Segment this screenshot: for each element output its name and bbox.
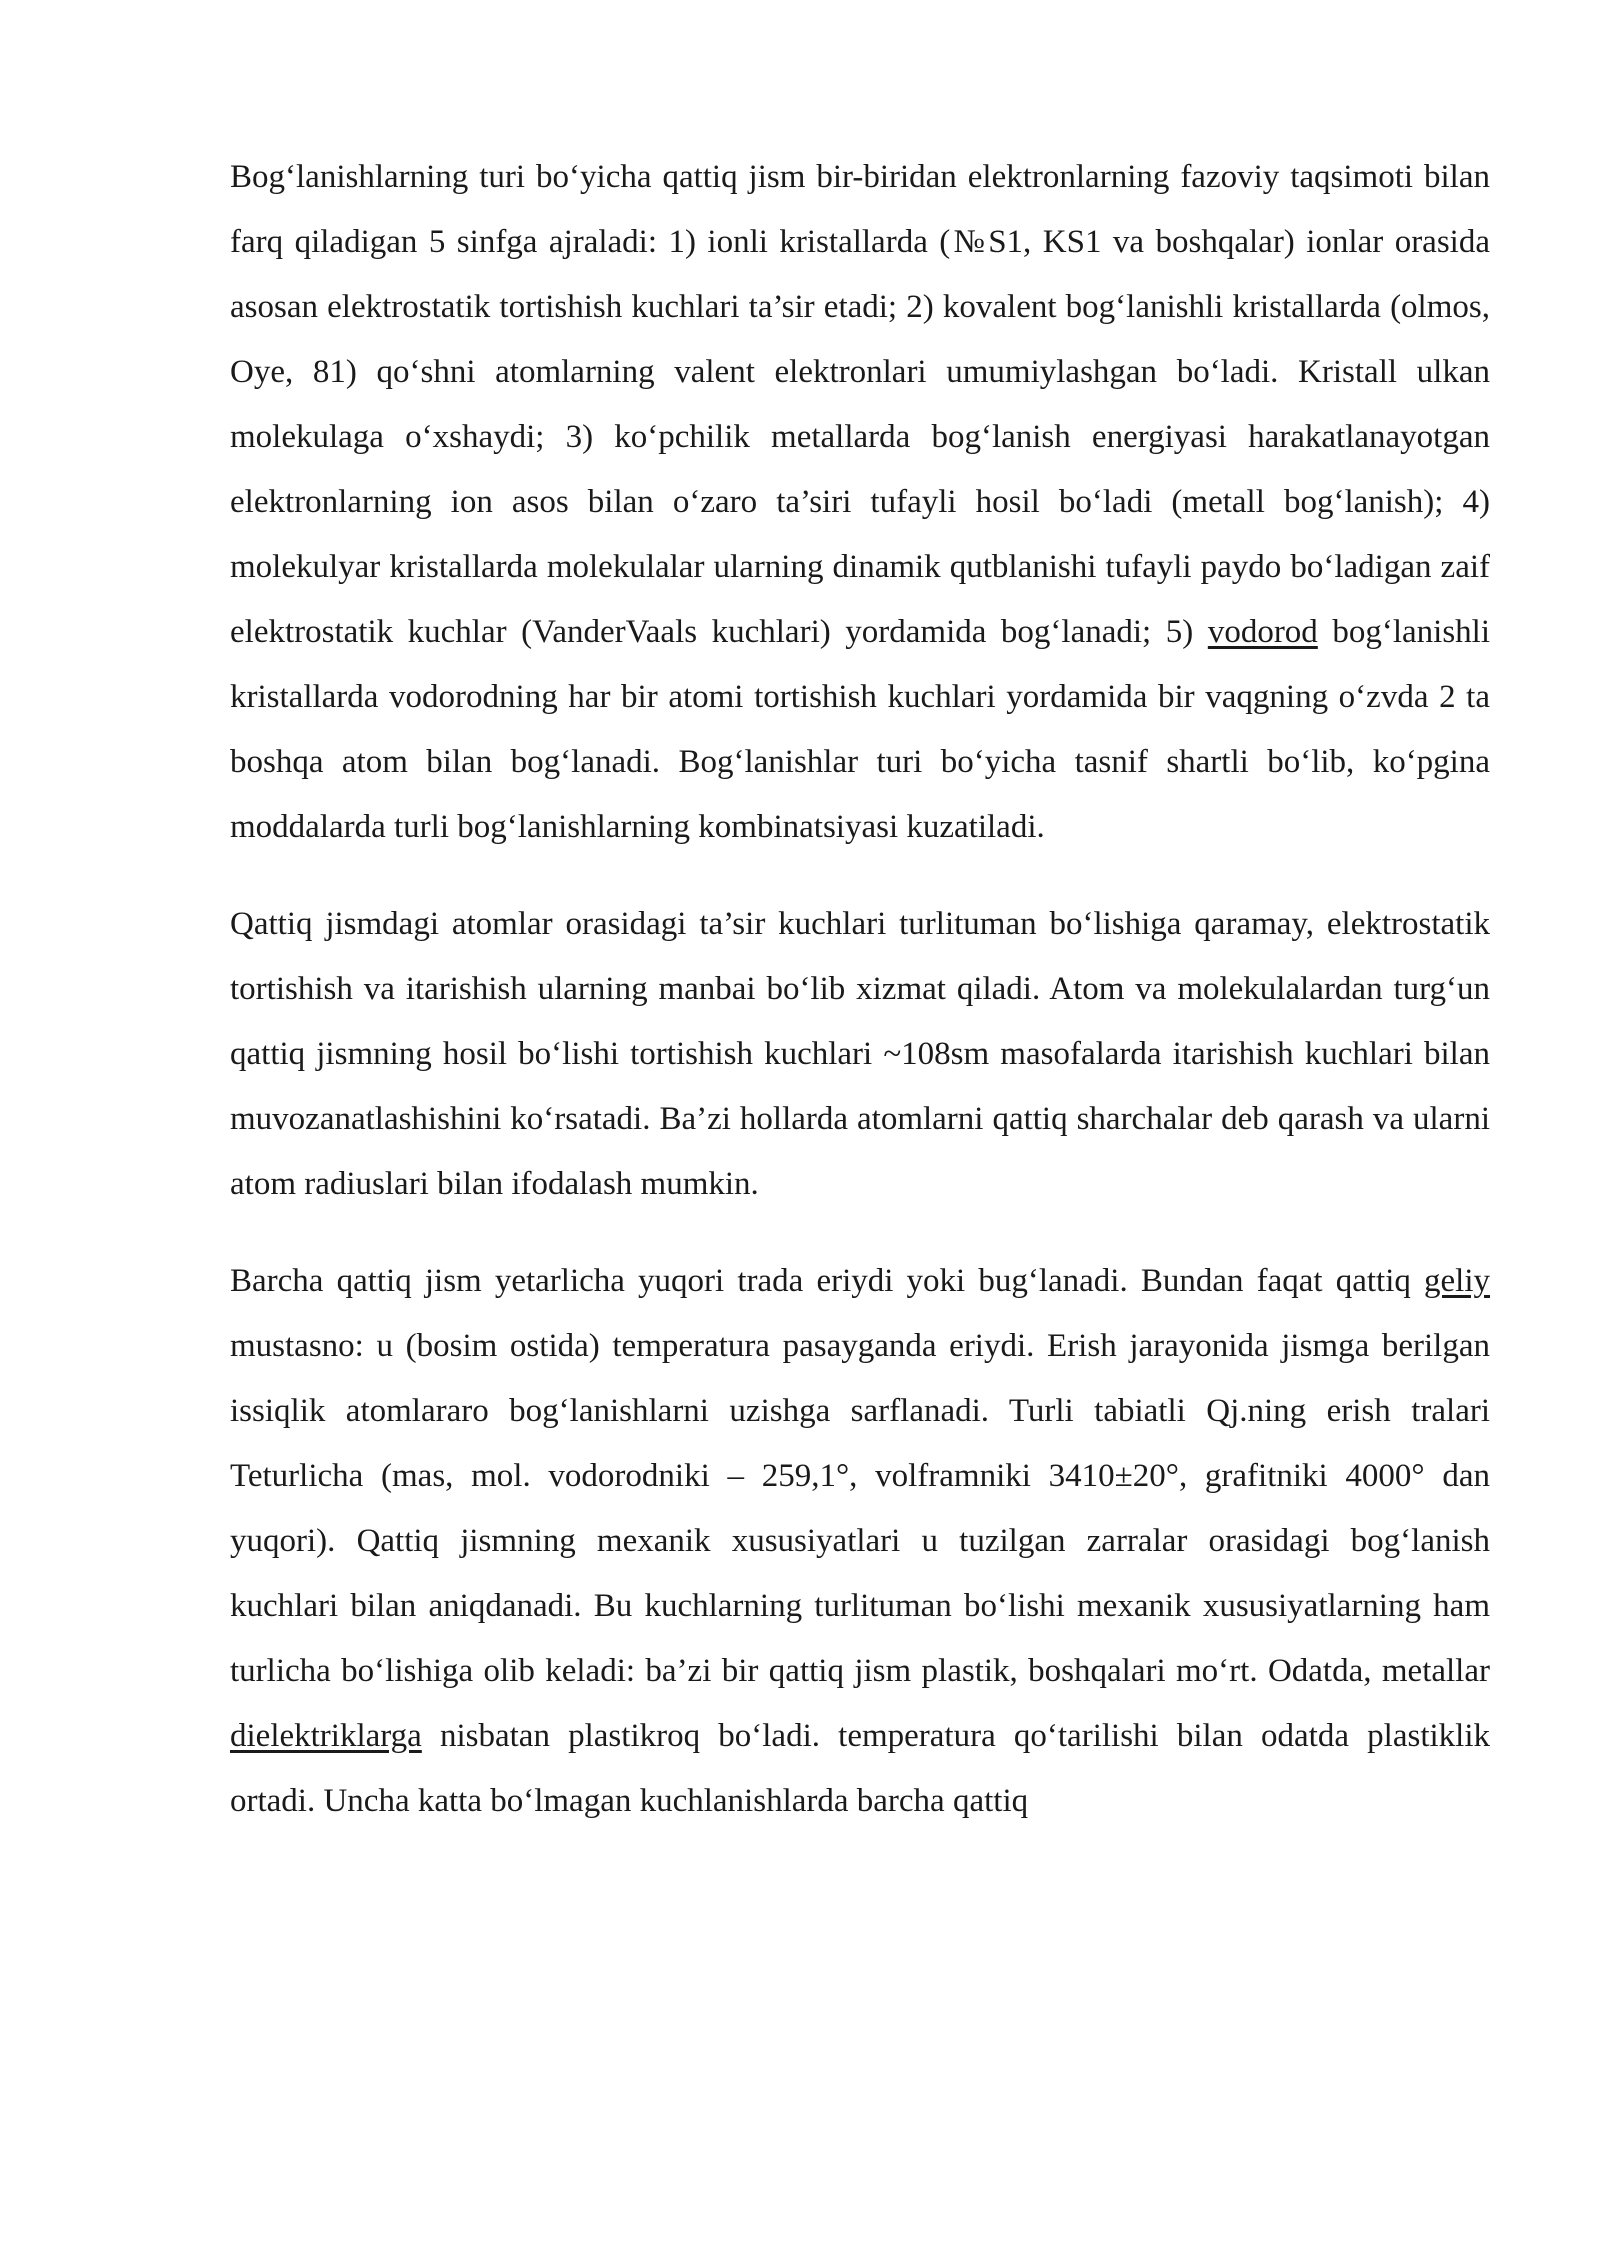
paragraph-bonding-types <box>230 145 1490 860</box>
link-vodorod[interactable]: vodorod <box>1207 614 1318 650</box>
link-dielektriklarga[interactable]: dielektriklarga <box>230 1718 422 1754</box>
document-body <box>230 145 1490 1866</box>
paragraph-text: Qattiq jismdagi atomlar orasidagi ta’sir kuchlari turlituman bo‘lishiga qaramay, elektrostatik tortishish va itarishish ularning manbai bo‘lib xizmat qiladi. Atom va molekulalardan turg‘un qattiq jismning hosil bo‘lishi tortishish kuchlari ~108sm masofalarda itarishish kuchlari bilan muvozanatlashishini ko‘rsatadi. Ba’zi hollarda atomlarni qattiq sharchalar deb qarash va ularni atom radiuslari bilan ifodalash mumkin. <box>230 906 1490 1202</box>
paragraph-text: bog‘lanishli kristallarda vodorodning har bir atomi tortishish kuchlari yordamida bir vaqgning o‘zvda 2 ta boshqa atom bilan bog‘lanadi. Bog‘lanishlar turi bo‘yicha tasnif shartli bo‘lib, ko‘pgina moddalarda turli bog‘lanishlarning kombinatsiyasi kuzatiladi. <box>230 614 1491 845</box>
paragraph-text: Barcha qattiq jism yetarlicha yuqori trada eriydi yoki bug‘lanadi. Bundan faqat qattiq <box>230 1263 1425 1299</box>
paragraph-interatomic-forces <box>230 892 1490 1217</box>
paragraph-melting-mechanics <box>230 1249 1490 1834</box>
paragraph-text: mustasno: u (bosim ostida) temperatura pasayganda eriydi. Erish jarayonida jismga berilgan issiqlik atomlararo bog‘lanishlarni uzishga sarflanadi. Turli tabiatli Qj.ning erish tralari Teturlicha (mas, mol. vodorodniki – 259,1°, volframniki 3410±20°, grafitniki 4000° dan yuqori). Qattiq jismning mexanik xususiyatlari u tuzilgan zarralar orasidagi bog‘lanish kuchlari bilan aniqdanadi. Bu kuchlarning turlituman bo‘lishi mexanik xususiyatlarning ham turlicha bo‘lishiga olib keladi: ba’zi bir qattiq jism plastik, boshqalari mo‘rt. Odatda, metallar <box>230 1328 1490 1689</box>
paragraph-text: nisbatan plastikroq bo‘ladi. temperatura qo‘tarilishi bilan odatda plastiklik ortadi. Uncha katta bo‘lmagan kuchlanishlarda barcha qattiq <box>230 1718 1490 1819</box>
link-geliy[interactable]: geliy <box>1424 1263 1490 1299</box>
paragraph-text: Bog‘lanishlarning turi bo‘yicha qattiq jism bir-biridan elektronlarning fazoviy taqsimoti bilan farq qiladigan 5 sinfga ajraladi: 1) ionli kristallarda (№S1, KS1 va boshqalar) ionlar orasida asosan elektrostatik tortishish kuchlari ta’sir etadi; 2) kovalent bog‘lanishli kristallarda (olmos, Oye, 81) qo‘shni atomlarning valent elektronlari umumiylashgan bo‘ladi. Kristall ulkan molekulaga o‘xshaydi; 3) ko‘pchilik metallarda bog‘lanish energiyasi harakatlanayotgan elektronlarning ion asos bilan o‘zaro ta’siri tufayli hosil bo‘ladi (metall bog‘lanish); 4) molekulyar kristallarda molekulalar ularning dinamik qutblanishi tufayli paydo bo‘ladigan zaif elektrostatik kuchlar (VanderVaals kuchlari) yordamida bog‘lanadi; 5) <box>230 159 1490 650</box>
